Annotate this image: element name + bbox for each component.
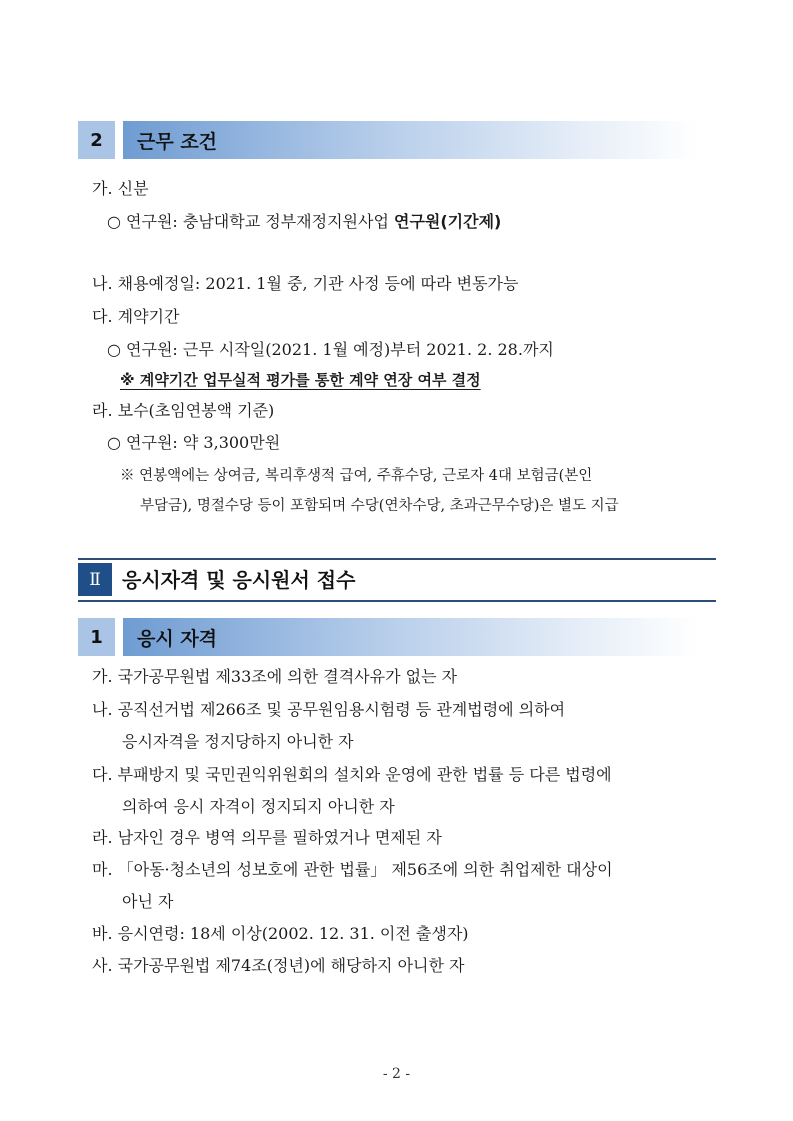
qualification-item-b-cont: 응시자격을 정지당하지 아니한 자 [122, 732, 354, 751]
item-c-label: 다. 계약기간 [92, 307, 180, 326]
section-2-header [78, 121, 698, 159]
section-number: 1 [78, 618, 115, 656]
chapter-number: Ⅱ [78, 563, 112, 596]
item-d-detail: ○ 연구원: 약 3,300만원 [107, 433, 281, 452]
item-d-note-line1: ※ 연봉액에는 상여금, 복리후생적 급여, 주휴수당, 근로자 4대 보험금(본인 [120, 468, 593, 484]
section-number: 2 [78, 121, 115, 159]
item-a-detail [107, 211, 501, 233]
chapter-title: 응시자격 및 응시원서 접수 [122, 568, 356, 592]
item-a-label: 가. 신분 [92, 179, 149, 198]
qualification-item-e-cont: 아닌 자 [122, 892, 174, 911]
qualification-item-d: 라. 남자인 경우 병역 의무를 필하였거나 면제된 자 [92, 828, 442, 847]
qualification-item-g: 사. 국가공무원법 제74조(정년)에 해당하지 아니한 자 [92, 956, 465, 975]
section-title: 근무 조건 [123, 121, 698, 159]
chapter-2-header [78, 558, 716, 602]
qualification-item-c-cont: 의하여 응시 자격이 정지되지 아니한 자 [122, 797, 395, 816]
item-a-detail-text: ○ 연구원: 충남대학교 정부재정지원사업 [107, 212, 394, 231]
item-d-note-line2: 부담금), 명절수당 등이 포함되며 수당(연차수당, 초과근무수당)은 별도 지급 [140, 498, 619, 514]
item-d-label: 라. 보수(초임연봉액 기준) [92, 401, 275, 420]
item-c-note: ※ 계약기간 업무실적 평가를 통한 계약 연장 여부 결정 [120, 371, 481, 389]
qualification-item-f: 바. 응시연령: 18세 이상(2002. 12. 31. 이전 출생자) [92, 924, 469, 943]
qualification-item-a: 가. 국가공무원법 제33조에 의한 결격사유가 없는 자 [92, 667, 458, 686]
section-1-header [78, 618, 698, 656]
qualification-item-c: 다. 부패방지 및 국민권익위원회의 설치와 운영에 관한 법률 등 다른 법령에 [92, 765, 612, 784]
item-c-detail: ○ 연구원: 근무 시작일(2021. 1월 예정)부터 2021. 2. 28.까지 [107, 340, 554, 359]
section-title: 응시 자격 [123, 618, 698, 656]
qualification-item-e: 마. 「아동·청소년의 성보호에 관한 법률」 제56조에 의한 취업제한 대상이 [92, 860, 613, 879]
qualification-item-b: 나. 공직선거법 제266조 및 공무원임용시험령 등 관계법령에 의하여 [92, 700, 566, 719]
item-b-label: 나. 채용예정일: 2021. 1월 중, 기관 사정 등에 따라 변동가능 [92, 274, 519, 293]
item-a-detail-bold: 연구원(기간제) [394, 212, 502, 231]
page-number: - 2 - [382, 1066, 411, 1082]
